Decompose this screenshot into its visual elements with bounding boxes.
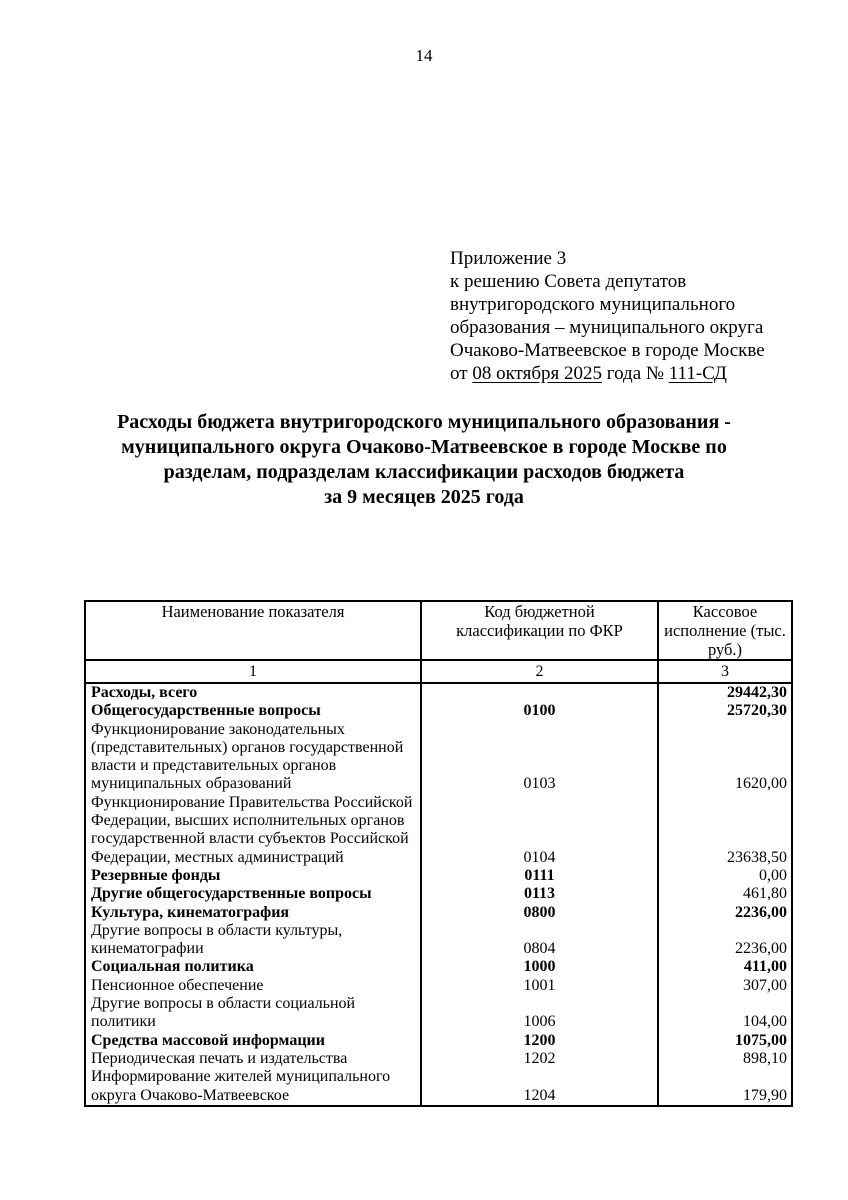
appendix-line: образования – муниципального округа — [450, 317, 764, 338]
decision-date: 08 октября 2025 — [472, 363, 602, 384]
row-code-cell: 0104 — [421, 794, 658, 867]
row-code-cell — [421, 683, 658, 702]
table-row — [85, 1068, 792, 1106]
row-name-cell: Общегосударственные вопросы — [85, 702, 421, 720]
table-row — [85, 977, 792, 995]
row-name-cell: Культура, кинематография — [85, 904, 421, 922]
row-value-cell: 23638,50 — [658, 794, 792, 867]
column-number-row — [85, 660, 792, 683]
row-value-cell: 1620,00 — [658, 721, 792, 794]
title-line: Расходы бюджета внутригородского муниципального образования - — [117, 411, 731, 433]
table-row — [85, 702, 792, 720]
header-value: Кассовое исполнение (тыс. руб.) — [658, 601, 792, 660]
appendix-block — [450, 247, 765, 385]
row-value-cell: 104,00 — [658, 995, 792, 1032]
footer-prefix: от — [450, 363, 468, 384]
row-name-cell: Резервные фонды — [85, 867, 421, 885]
appendix-line: внутригородского муниципального — [450, 294, 736, 315]
table-row — [85, 1050, 792, 1068]
row-value-cell: 2236,00 — [658, 922, 792, 959]
row-code-cell: 1000 — [421, 958, 658, 976]
table-row — [85, 958, 792, 976]
row-code-cell: 0103 — [421, 721, 658, 794]
row-code-cell: 1001 — [421, 977, 658, 995]
header-code: Код бюджетной классификации по ФКР — [421, 601, 658, 660]
document-title — [0, 410, 848, 510]
row-code-cell: 0111 — [421, 867, 658, 885]
row-name-cell: Функционирование законодательных (представительных) органов государственной власти и представительных органов муниципальных образований — [85, 721, 421, 794]
row-name-cell: Информирование жителей муниципального округа Очаково-Матвеевское — [85, 1068, 421, 1106]
header-name: Наименование показателя — [85, 601, 421, 660]
column-number: 2 — [421, 660, 658, 683]
appendix-footer-line — [450, 362, 765, 385]
title-line: муниципального округа Очаково-Матвеевское в городе Москве по — [121, 436, 727, 458]
title-line: разделам, подразделам классификации расходов бюджета — [163, 461, 685, 483]
table-row — [85, 794, 792, 867]
column-number: 1 — [85, 660, 421, 683]
row-code-cell: 0804 — [421, 922, 658, 959]
table-row — [85, 904, 792, 922]
row-name-cell: Периодическая печать и издательства — [85, 1050, 421, 1068]
row-name-cell: Функционирование Правительства Российской Федерации, высших исполнительных органов государственной власти субъектов Российской Федерации, местных администраций — [85, 794, 421, 867]
page-number: 14 — [415, 46, 433, 65]
budget-table — [84, 600, 793, 1107]
table-row — [85, 683, 792, 702]
appendix-line: Приложение 3 — [450, 248, 567, 269]
row-value-cell: 307,00 — [658, 977, 792, 995]
row-code-cell: 0113 — [421, 885, 658, 903]
row-name-cell: Другие вопросы в области социальной политики — [85, 995, 421, 1032]
table-row — [85, 1032, 792, 1050]
table-row — [85, 721, 792, 794]
row-value-cell: 1075,00 — [658, 1032, 792, 1050]
row-code-cell: 1202 — [421, 1050, 658, 1068]
row-name-cell: Другие вопросы в области культуры, кинематографии — [85, 922, 421, 959]
row-value-cell: 2236,00 — [658, 904, 792, 922]
row-code-cell: 1006 — [421, 995, 658, 1032]
row-code-cell: 1204 — [421, 1068, 658, 1106]
table-row — [85, 995, 792, 1032]
row-value-cell: 461,80 — [658, 885, 792, 903]
row-name-cell: Другие общегосударственные вопросы — [85, 885, 421, 903]
row-value-cell: 29442,30 — [658, 683, 792, 702]
appendix-line: к решению Совета депутатов — [450, 271, 687, 292]
row-value-cell: 179,90 — [658, 1068, 792, 1106]
row-value-cell: 898,10 — [658, 1050, 792, 1068]
appendix-line: Очаково-Матвеевское в городе Москве — [450, 340, 765, 361]
row-code-cell: 0100 — [421, 702, 658, 720]
title-line: за 9 месяцев 2025 года — [324, 486, 524, 508]
row-code-cell: 1200 — [421, 1032, 658, 1050]
table-row — [85, 922, 792, 959]
row-name-cell: Расходы, всего — [85, 683, 421, 702]
column-number: 3 — [658, 660, 792, 683]
table-row — [85, 867, 792, 885]
decision-number: 111-СД — [668, 363, 727, 384]
footer-middle: года № — [606, 363, 665, 384]
row-name-cell: Пенсионное обеспечение — [85, 977, 421, 995]
row-value-cell: 411,00 — [658, 958, 792, 976]
row-name-cell: Социальная политика — [85, 958, 421, 976]
row-code-cell: 0800 — [421, 904, 658, 922]
table-header-row — [85, 601, 792, 660]
row-value-cell: 25720,30 — [658, 702, 792, 720]
row-value-cell: 0,00 — [658, 867, 792, 885]
row-name-cell: Средства массовой информации — [85, 1032, 421, 1050]
table-row — [85, 885, 792, 903]
